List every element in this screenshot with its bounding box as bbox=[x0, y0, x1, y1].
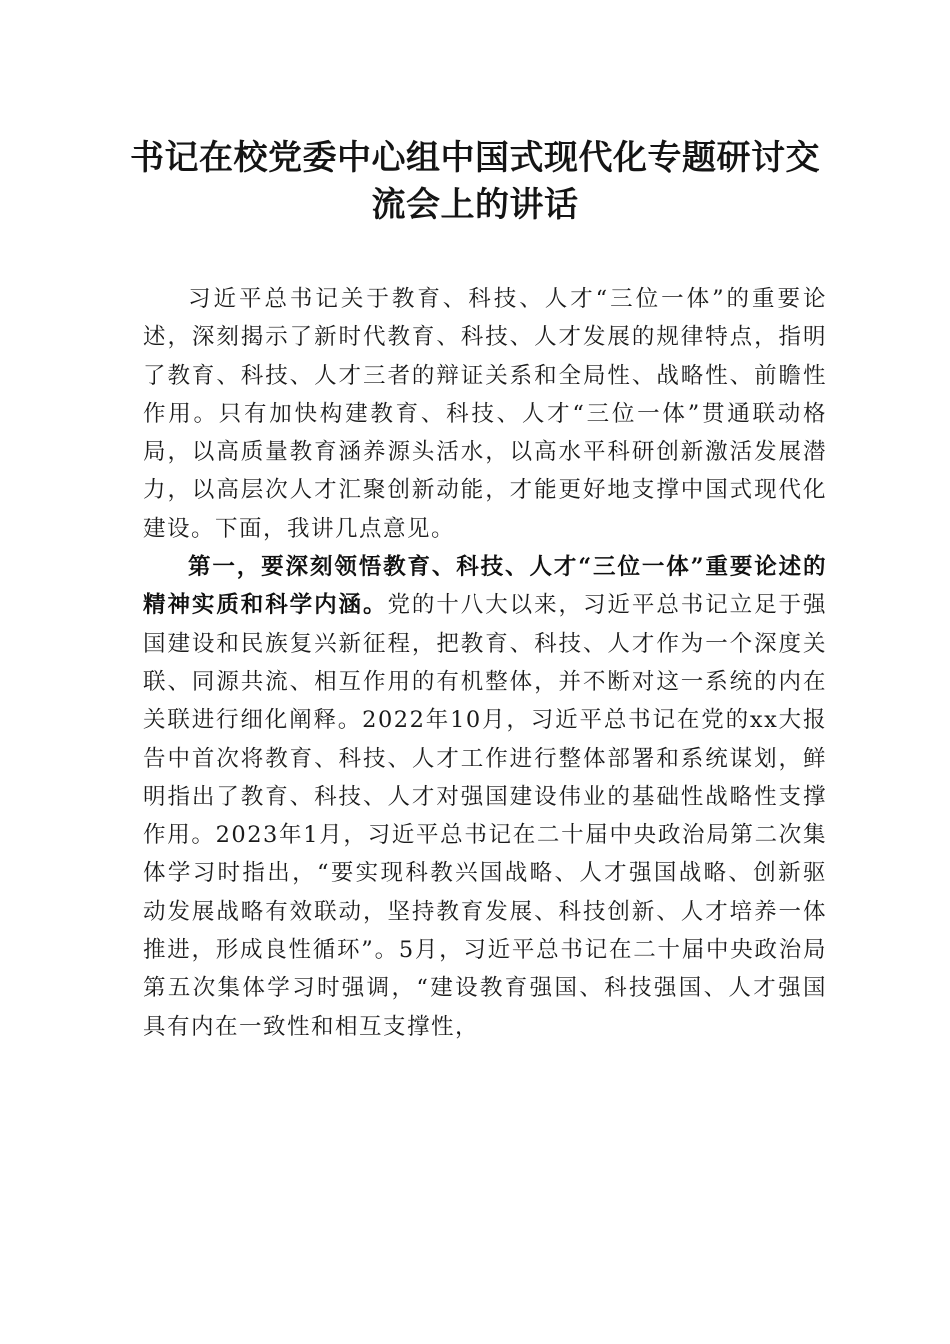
document-body bbox=[143, 280, 827, 1046]
paragraph-first-point bbox=[143, 548, 827, 1046]
document-title bbox=[110, 135, 840, 229]
paragraph-text: 党的十八大以来，习近平总书记立足于强国建设和民族复兴新征程，把教育、科技、人才作为一个深度关联、同源共流、相互作用的有机整体，并不断对这一系统的内在关联进行细化阐释。2022年10月，习近平总书记在党的xx大报告中首次将教育、科技、人才工作进行整体部署和系统谋划，鲜明指出了教育、科技、人才对强国建设伟业的基础性战略性支撑作用。2023年1月，习近平总书记在二十届中央政治局第二次集体学习时指出，“要实现科教兴国战略、人才强国战略、创新驱动发展战略有效联动，坚持教育发展、科技创新、人才培养一体推进，形成良性循环”。5月，习近平总书记在二十届中央政治局第五次集体学习时强调，“建设教育强国、科技强国、人才强国具有内在一致性和相互支撑性， bbox=[143, 592, 827, 1040]
paragraph-text: 习近平总书记关于教育、科技、人才“三位一体”的重要论述，深刻揭示了新时代教育、科技、人才发展的规律特点，指明了教育、科技、人才三者的辩证关系和全局性、战略性、前瞻性作用。只有加快构建教育、科技、人才“三位一体”贯通联动格局，以高质量教育涵养源头活水，以高水平科研创新激活发展潜力，以高层次人才汇聚创新动能，才能更好地支撑中国式现代化建设。下面，我讲几点意见。 bbox=[143, 286, 827, 542]
title-line-2: 流会上的讲话 bbox=[371, 185, 579, 225]
title-line-1: 书记在校党委中心组中国式现代化专题研讨交 bbox=[130, 138, 820, 178]
paragraph-intro bbox=[143, 280, 827, 548]
paragraph-lead-heading: 第一，要深刻领悟教育、科技、人才“三位一体”重要论述的精神实质和科学内涵。 bbox=[143, 554, 827, 619]
